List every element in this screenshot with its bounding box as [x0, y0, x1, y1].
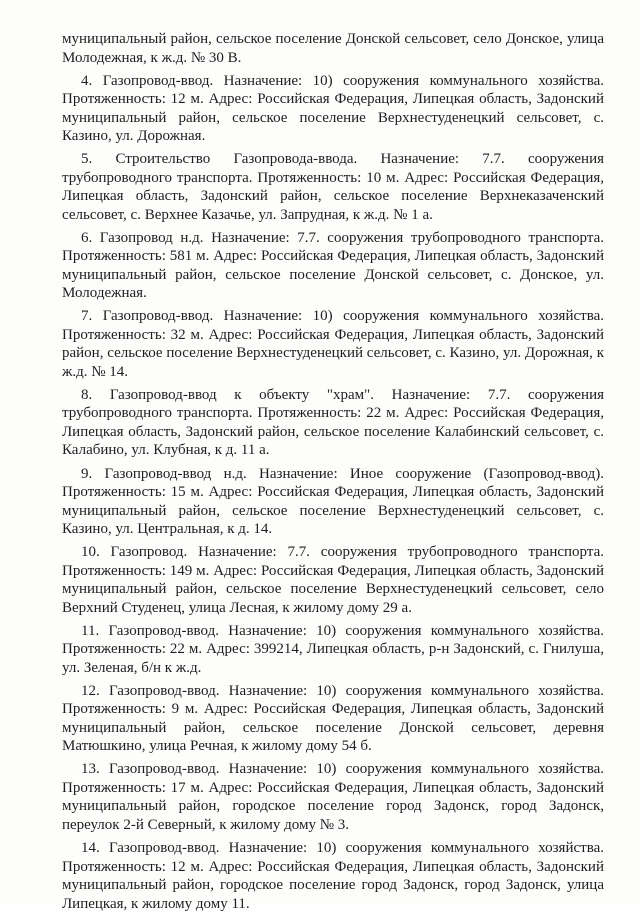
paragraph-item-14: 14. Газопровод-ввод. Назначение: 10) сооружения коммунального хозяйства. Протяженность: 12 м. Адрес: Российская Федерация, Липецкая область, Задонский муниципальный район, городское поселение город Задонск, город Задонск, улица Липецкая, к жилому дому 11.	[62, 840, 604, 912]
paragraph-item-10: 10. Газопровод. Назначение: 7.7. сооружения трубопроводного транспорта. Протяженность: 149 м. Адрес: Российская Федерация, Липецкая область, Задонский муниципальный район, сельское поселение Верхнестуденецкий сельсовет, село Верхний Студенец, улица Лесная, к жилому дому 29 а.	[62, 544, 604, 616]
paragraph-item-8: 8. Газопровод-ввод к объекту "храм". Назначение: 7.7. сооружения трубопроводного транспорта. Протяженность: 22 м. Адрес: Российская Федерация, Липецкая область, Задонский район, сельское поселение Калабинский сельсовет, с. Калабино, ул. Клубная, к д. 11 а.	[62, 386, 604, 459]
paragraph-item-11: 11. Газопровод-ввод. Назначение: 10) сооружения коммунального хозяйства. Протяженность: 22 м. Адрес: 399214, Липецкая область, р-н Задонский, с. Гнилуша, ул. Зеленая, б/н к ж.д.	[62, 622, 604, 676]
paragraph-item-7: 7. Газопровод-ввод. Назначение: 10) сооружения коммунального хозяйства. Протяженность: 32 м. Адрес: Российская Федерация, Липецкая область, Задонский район, сельское поселение Верхнестуденецкий сельсовет, с. Казино, ул. Дорожная, к ж.д. № 14.	[62, 308, 604, 380]
paragraph-item-9: 9. Газопровод-ввод н.д. Назначение: Иное сооружение (Газопровод-ввод). Протяженность: 15 м. Адрес: Российская Федерация, Липецкая область, Задонский муниципальный район, сельское поселение Верхнестуденецкий сельсовет, с. Казино, ул. Центральная, к д. 14.	[62, 465, 604, 538]
paragraph-item-6: 6. Газопровод н.д. Назначение: 7.7. сооружения трубопроводного транспорта. Протяженность: 581 м. Адрес: Российская Федерация, Липецкая область, Задонский муниципальный район, сельское поселение Донской сельсовет, с. Донское, ул. Молодежная.	[62, 229, 604, 302]
paragraph-item-5: 5. Строительство Газопровода-ввода. Назначение: 7.7. сооружения трубопроводного транспорта. Протяженность: 10 м. Адрес: Российская Федерация, Липецкая область, Задонский район, сельское поселение Верхнеказаченский сельсовет, с. Верхнее Казачье, ул. Запрудная, к ж.д. № 1 а.	[62, 151, 604, 223]
paragraph-item-4: 4. Газопровод-ввод. Назначение: 10) сооружения коммунального хозяйства. Протяженность: 12 м. Адрес: Российская Федерация, Липецкая область, Задонский муниципальный район, сельское поселение Верхнестуденецкий сельсовет, с. Казино, ул. Дорожная.	[62, 72, 604, 145]
paragraph-item-12: 12. Газопровод-ввод. Назначение: 10) сооружения коммунального хозяйства. Протяженность: 9 м. Адрес: Российская Федерация, Липецкая область, Задонский муниципальный район, сельское поселение Донской сельсовет, деревня Матюшкино, улица Речная, к жилому дому 54 б.	[62, 682, 604, 755]
paragraph-item-13: 13. Газопровод-ввод. Назначение: 10) сооружения коммунального хозяйства. Протяженность: 17 м. Адрес: Российская Федерация, Липецкая область, Задонский муниципальный район, городское поселение город Задонск, город Задонск, переулок 2-й Северный, к жилому дому № 3.	[62, 761, 604, 833]
paragraph-continuation: муниципальный район, сельское поселение Донской сельсовет, село Донское, улица Молодежная, к ж.д. № 30 В.	[62, 31, 604, 66]
